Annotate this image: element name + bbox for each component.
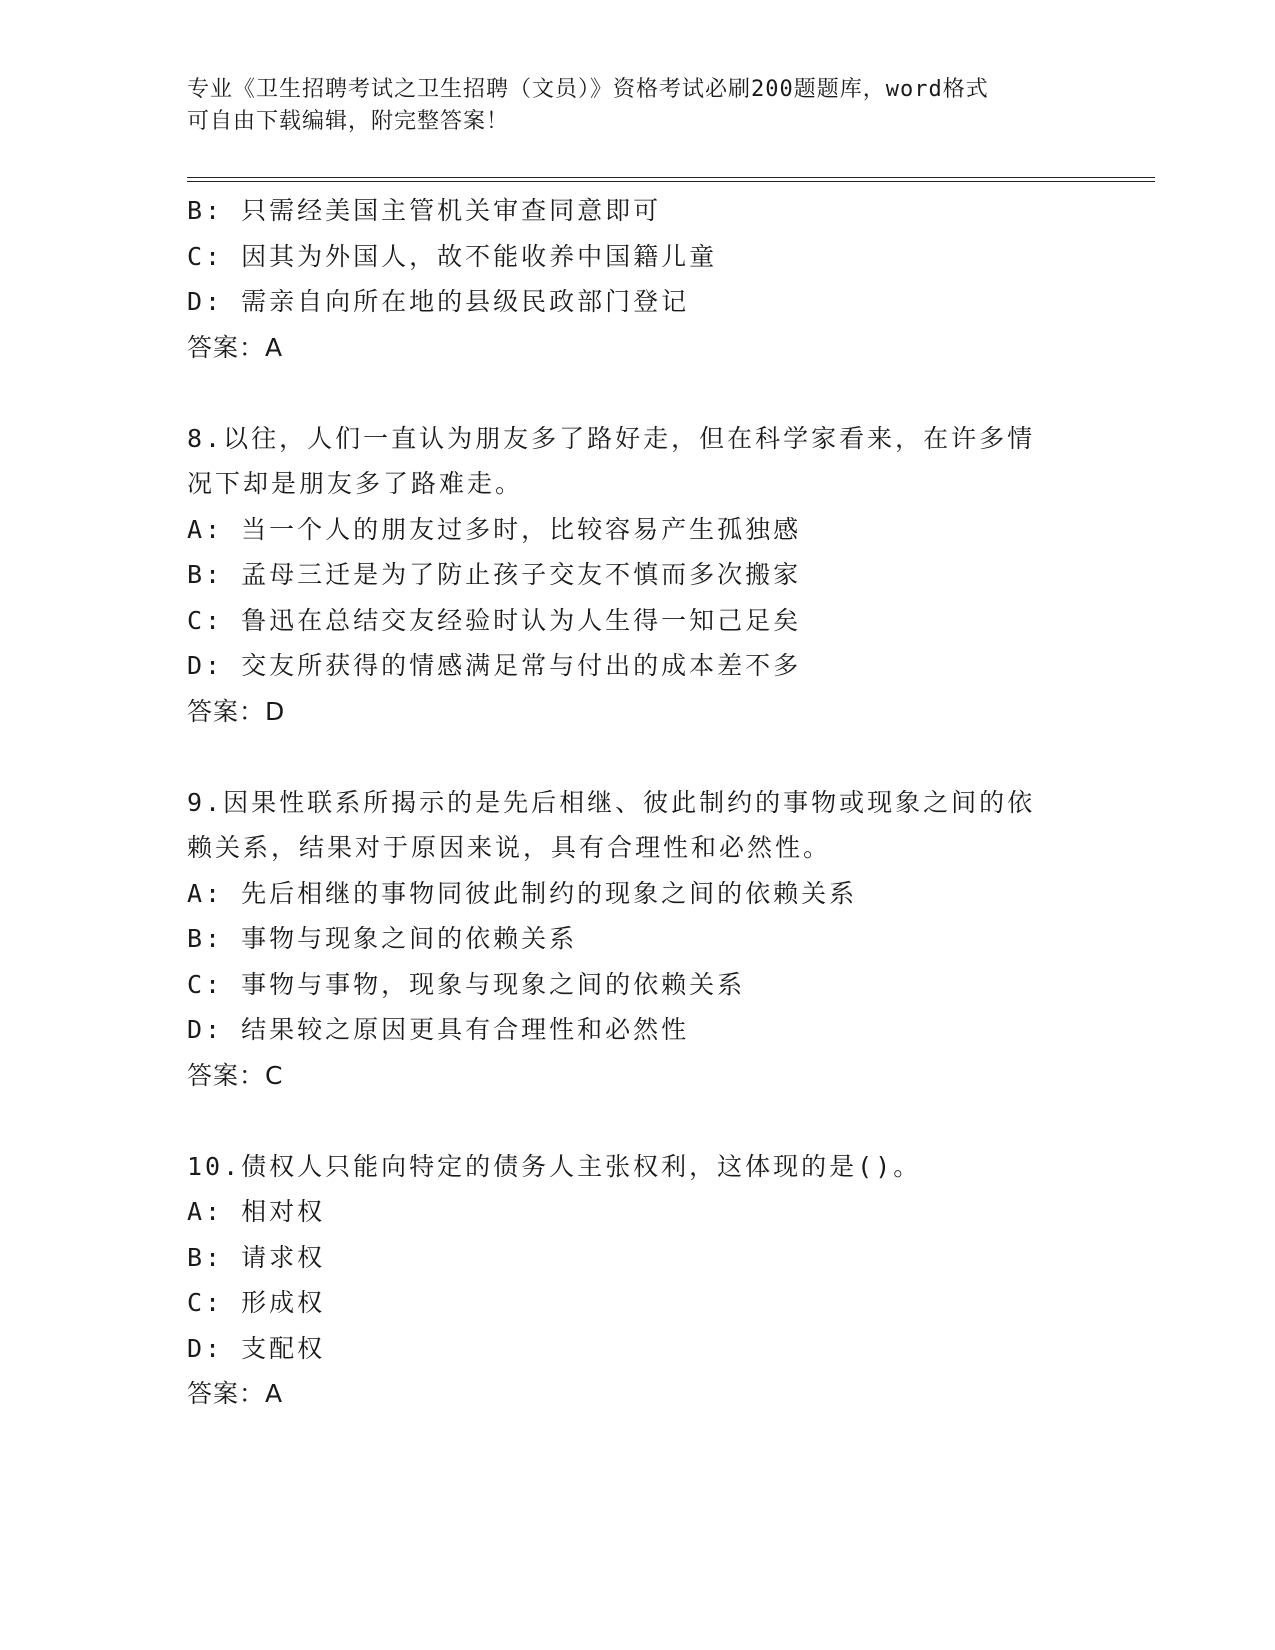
option-c: C: 形成权 <box>187 1288 326 1317</box>
header-rule-bottom <box>187 181 1155 182</box>
option-c: C: 因其为外国人，故不能收养中国籍儿童 <box>187 241 718 271</box>
option-b: B: 孟母三迁是为了防止孩子交友不慎而多次搬家 <box>187 560 802 589</box>
document-header <box>187 74 1067 138</box>
answer: 答案：A <box>187 332 284 362</box>
spacer <box>187 370 1087 416</box>
spacer <box>187 1098 1087 1144</box>
question-stem-line-1: 10.债权人只能向特定的债务人主张权利，这体现的是()。 <box>187 1151 922 1181</box>
option-c: C: 鲁迅在总结交友经验时认为人生得一知己足矣 <box>187 605 802 635</box>
option-c: C: 事物与事物，现象与现象之间的依赖关系 <box>187 969 746 999</box>
answer: 答案：D <box>187 696 286 726</box>
option-d: D: 结果较之原因更具有合理性和必然性 <box>187 1015 690 1044</box>
option-a: A: 先后相继的事物同彼此制约的现象之间的依赖关系 <box>187 878 858 908</box>
answer: 答案：C <box>187 1060 284 1090</box>
option-a: A: 当一个人的朋友过多时，比较容易产生孤独感 <box>187 514 802 544</box>
question-list <box>187 188 1087 1417</box>
option-a: A: 相对权 <box>187 1197 326 1226</box>
option-b: B: 只需经美国主管机关审查同意即可 <box>187 196 662 225</box>
question-10 <box>187 1144 1087 1417</box>
question-9 <box>187 780 1087 1099</box>
question-8 <box>187 416 1087 735</box>
header-rule-top <box>187 177 1155 178</box>
question-stem-line-2: 赖关系，结果对于原因来说，具有合理性和必然性。 <box>187 833 832 862</box>
option-d: D: 交友所获得的情感满足常与付出的成本差不多 <box>187 651 802 680</box>
answer: 答案：A <box>187 1379 284 1408</box>
option-d: D: 需亲自向所在地的县级民政部门登记 <box>187 287 690 316</box>
option-b: B: 事物与现象之间的依赖关系 <box>187 924 578 953</box>
question-stem-line-2: 况下却是朋友多了路难走。 <box>187 469 524 498</box>
question-stem-line-1: 8.以往，人们一直认为朋友多了路好走，但在科学家看来，在许多情 <box>187 423 1036 453</box>
question-stem-line-1: 9.因果性联系所揭示的是先后相继、彼此制约的事物或现象之间的依 <box>187 787 1036 817</box>
header-title-line-1: 专业《卫生招聘考试之卫生招聘（文员）》资格考试必刷200题题库，word格式 <box>187 77 989 102</box>
option-b: B: 请求权 <box>187 1242 326 1272</box>
question-7 <box>187 188 1087 370</box>
option-d: D: 支配权 <box>187 1333 326 1363</box>
spacer <box>187 734 1087 780</box>
header-title-line-2: 可自由下载编辑，附完整答案！ <box>187 109 510 134</box>
